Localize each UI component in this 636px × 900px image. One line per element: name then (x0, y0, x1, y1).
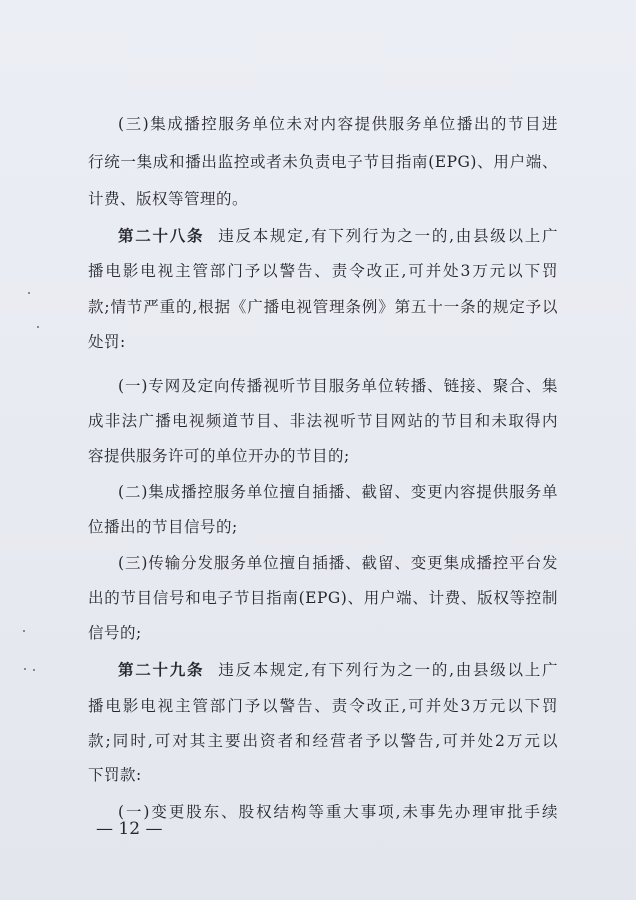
line-text: 款;情节严重的,根据《广播电视管理条例》第五十一条的规定予以 (88, 298, 558, 316)
text-line (118, 801, 558, 823)
text-line (88, 445, 558, 467)
line-text: (三)传输分发服务单位擅自插播、截留、变更集成播控平台发 (118, 554, 558, 572)
text-line (88, 331, 558, 353)
text-line (88, 587, 558, 609)
scan-speck (37, 326, 39, 328)
line-text: (三)集成播控服务单位未对内容提供服务单位播出的节目进 (118, 115, 558, 133)
line-text: (一)专网及定向传播视听节目服务单位转播、链接、聚合、集 (118, 377, 558, 395)
scan-speck (28, 292, 30, 294)
line-text: 计费、版权等管理的。 (88, 190, 249, 208)
line-text: (二)集成播控服务单位擅自插播、截留、变更内容提供服务单 (118, 483, 558, 501)
text-line (118, 552, 558, 574)
text-line (88, 764, 558, 786)
line-text: 出的节目信号和电子节目指南(EPG)、用户端、计费、版权等控制 (88, 589, 558, 607)
text-line (88, 296, 558, 318)
text-line (118, 659, 558, 681)
scan-speck (23, 630, 25, 632)
text-line (88, 695, 558, 717)
line-text: 成非法广播电视频道节目、非法视听节目网站的节目和未取得内 (88, 412, 558, 430)
line-text: 下罚款: (88, 766, 142, 784)
line-text: 违反本规定,有下列行为之一的,由县级以上广 (218, 661, 558, 679)
line-text: 播电影电视主管部门予以警告、责令改正,可并处3万元以下罚 (88, 262, 558, 280)
text-line (118, 225, 558, 247)
line-text: 播电影电视主管部门予以警告、责令改正,可并处3万元以下罚 (88, 697, 558, 715)
line-text: 处罚: (88, 333, 126, 351)
scan-speck (33, 669, 35, 671)
text-line (88, 260, 558, 282)
text-line (88, 410, 558, 432)
page-number: — 12 — (96, 819, 163, 839)
text-line (88, 188, 558, 210)
text-line (118, 481, 558, 503)
text-line (118, 375, 558, 397)
line-text: 信号的; (88, 624, 142, 642)
line-text: 位播出的节目信号的; (88, 518, 238, 536)
article-heading: 第二十九条 (118, 660, 205, 679)
text-line (118, 113, 558, 135)
text-line (88, 516, 558, 538)
line-text: 款;同时,可对其主要出资者和经营者予以警告,可并处2万元以 (88, 732, 558, 750)
line-text: 违反本规定,有下列行为之一的,由县级以上广 (218, 227, 558, 245)
article-heading: 第二十八条 (118, 226, 205, 245)
text-line (88, 622, 558, 644)
line-text: (一)变更股东、股权结构等重大事项,未事先办理审批手续 (118, 803, 558, 821)
text-line (88, 730, 558, 752)
line-text: 行统一集成和播出监控或者未负责电子节目指南(EPG)、用户端、 (88, 153, 558, 171)
text-line (88, 151, 558, 173)
scan-speck (24, 668, 26, 670)
line-text: 容提供服务许可的单位开办的节目的; (88, 447, 350, 465)
